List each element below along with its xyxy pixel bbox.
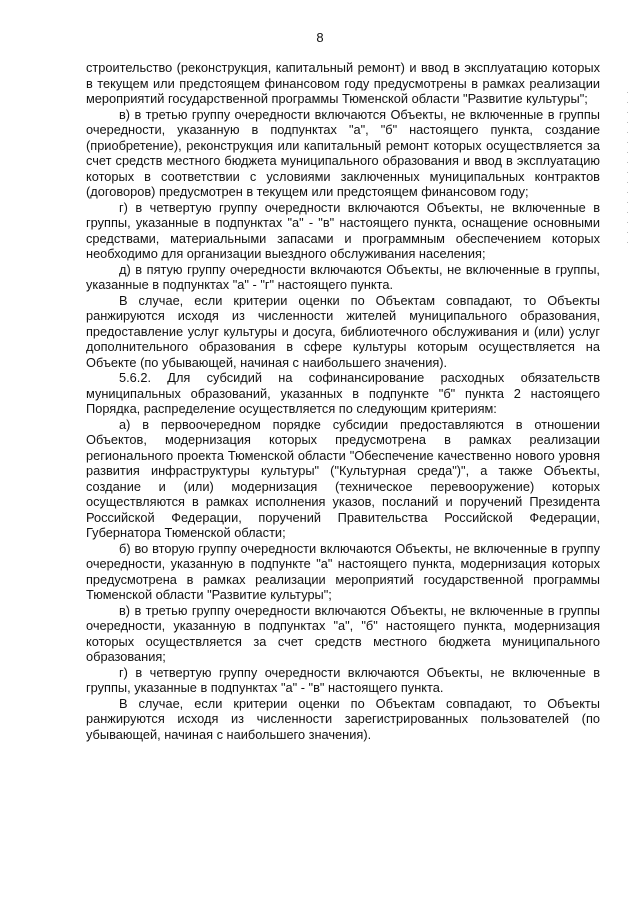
paragraph-item-b-second-group: б) во вторую группу очередности включаются Объекты, не включенные в группу очередности, указанную в подпункте "а" настоящего пункта, модернизация которых предусмотрена в рамках реализации мероприятий государственной программы Тюменской области "Развитие культуры"; (86, 540, 600, 602)
paragraph-ranking-rule-2: В случае, если критерии оценки по Объектам совпадают, то Объекты ранжируются исходя из численности зарегистрированных пользователей (по убывающей, начиная с наибольшего значения). (86, 695, 600, 742)
paragraph-continuation: строительство (реконструкция, капитальный ремонт) и ввод в эксплуатацию которых в текущем или предстоящем финансовом году предусмотрены в рамках реализации мероприятий государственной программы Тюменской области "Развитие культуры"; (86, 60, 600, 106)
margin-scan-marks (627, 92, 631, 252)
page-number: 8 (316, 30, 324, 45)
paragraph-item-v-third-group: в) в третью группу очередности включаются Объекты, не включенные в группы очередности, указанную в подпунктах "а", "б" настоящего пункта, создание (приобретение), реконструкция или капитальный ремонт которых осуществляется за счет средств местного бюджета муниципального образования и ввод в эксплуатацию которых в соответствии с условиями заключенных муниципальных контрактов (договоров) предусмотрен в текущем или предстоящем финансовом году; (86, 106, 600, 199)
paragraph-section-5-6-2: 5.6.2. Для субсидий на софинансирование расходных обязательств муниципальных образований, указанных в подпункте "б" пункта 2 настоящего Порядка, распределение осуществляется по следующим критериям: (86, 370, 600, 416)
paragraph-item-a-priority: а) в первоочередном порядке субсидии предоставляются в отношении Объектов, модернизация которых предусмотрена в рамках реализации регионального проекта Тюменской области "Обеспечение качественно нового уровня развития инфраструктуры культуры" ("Культурная среда")", а также Объекты, создание и (или) модернизация (техническое перевооружение) которых осуществляются в рамках исполнения указов, посланий и поручений Президента Российской Федерации, поручений Правительства Российской Федерации, Губернатора Тюменской области; (86, 416, 600, 540)
document-body (86, 60, 600, 742)
paragraph-item-g-fourth-group: г) в четвертую группу очередности включаются Объекты, не включенные в группы, указанные в подпунктах "а" - "в" настоящего пункта, оснащение основными средствами, материальными запасами и программным обеспечением которых необходимо для организации выездного обслуживания населения; (86, 199, 600, 261)
paragraph-item-v-third-group-2: в) в третью группу очередности включаются Объекты, не включенные в группы очередности, указанную в подпунктах "а", "б" настоящего пункта, модернизация которых осуществляется за счет средств местного бюджета муниципального образования; (86, 602, 600, 664)
paragraph-ranking-rule: В случае, если критерии оценки по Объектам совпадают, то Объекты ранжируются исходя из численности жителей муниципального образования, предоставление услуг культуры и досуга, библиотечного обслуживания и (или) услуг дополнительного образования в сфере культуры которым осуществляется на Объекте (по убывающей, начиная с наибольшего значения). (86, 292, 600, 370)
paragraph-item-d-fifth-group: д) в пятую группу очередности включаются Объекты, не включенные в группы, указанные в подпунктах "а" - "г" настоящего пункта. (86, 261, 600, 292)
paragraph-item-g-fourth-group-2: г) в четвертую группу очередности включаются Объекты, не включенные в группы, указанные в подпунктах "а" - "в" настоящего пункта. (86, 664, 600, 695)
